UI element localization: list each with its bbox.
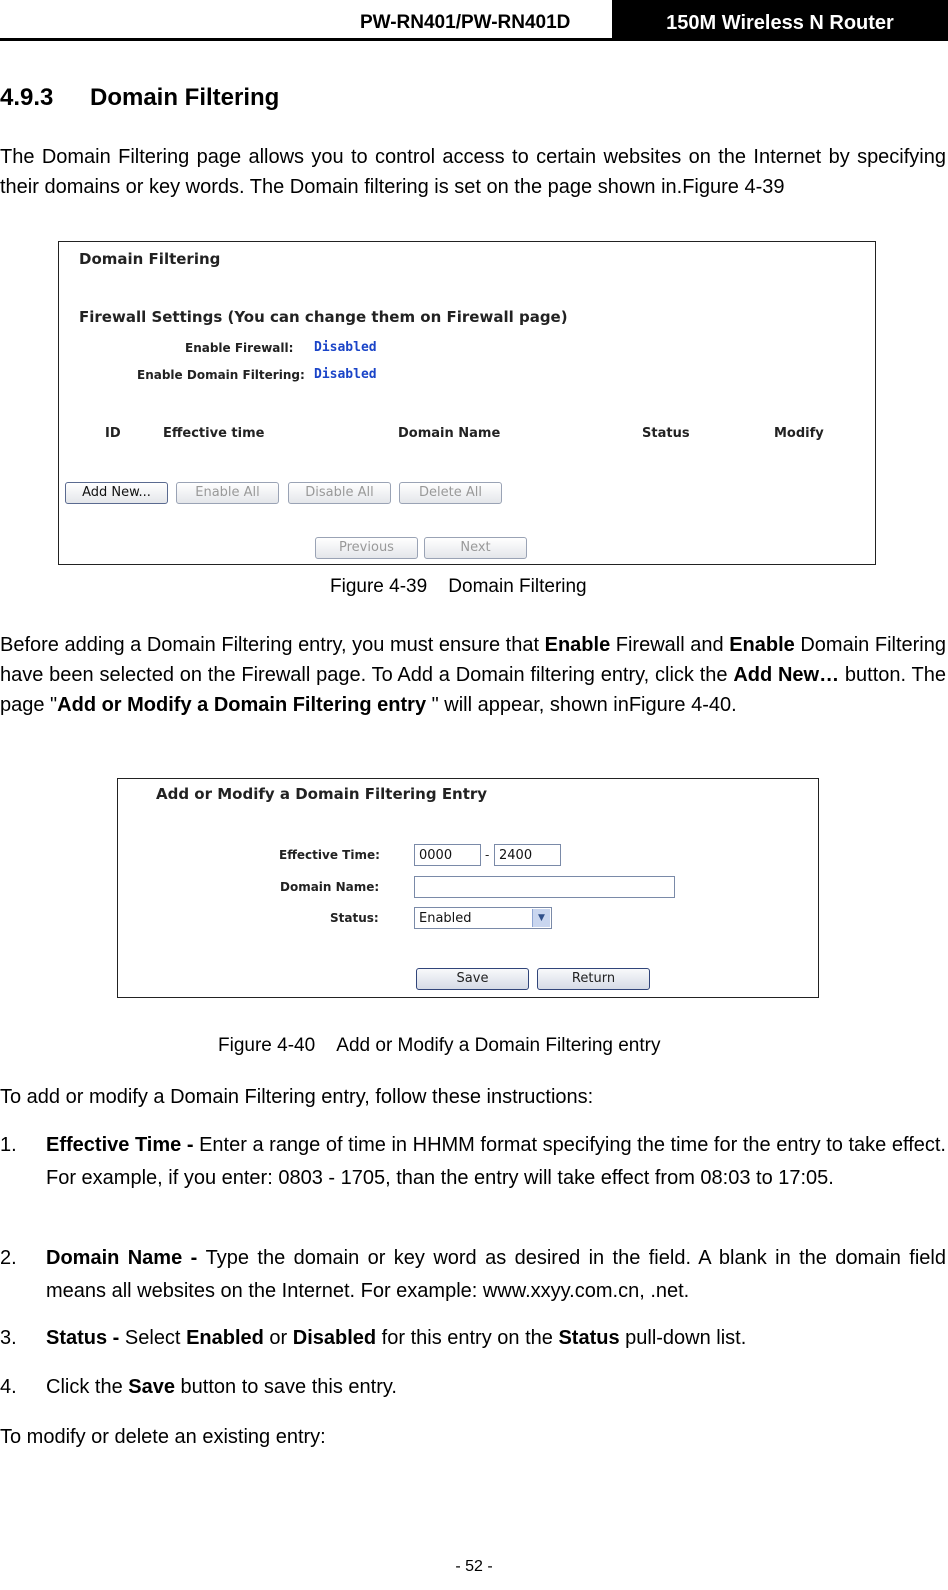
bold-enable: Enable — [544, 634, 611, 656]
figure-add-modify-entry — [117, 778, 819, 998]
figure-39-caption — [330, 576, 587, 598]
bold-add-new: Add New… — [733, 664, 840, 686]
before-adding-paragraph — [0, 630, 946, 720]
instructions-intro: To add or modify a Domain Filtering entry, follow these instructions: — [0, 1086, 594, 1108]
step-bold: Status — [558, 1327, 620, 1349]
list-item — [0, 1129, 946, 1195]
step-text: Enter a range of time in HHMM format specifying the time for the entry to take effect. For example, if you enter: 0803 - 1705, than the entry will take effect from 08:03 to 17:05. — [46, 1134, 946, 1189]
page-header — [0, 0, 948, 40]
time-separator: - — [485, 848, 490, 862]
section-heading — [0, 84, 279, 112]
header-rule — [0, 38, 948, 41]
time-start-input[interactable]: 0000 — [414, 844, 481, 866]
column-modify: Modify — [774, 426, 824, 441]
list-item — [0, 1242, 946, 1308]
list-number: 4. — [0, 1376, 17, 1398]
step-bold: Save — [128, 1376, 175, 1398]
list-number: 2. — [0, 1247, 17, 1269]
header-model: PW-RN401/PW-RN401D — [360, 12, 571, 33]
previous-button[interactable]: Previous — [315, 537, 418, 559]
step-bold: Enabled — [186, 1327, 264, 1349]
save-button[interactable]: Save — [416, 968, 529, 990]
header-product: 150M Wireless N Router — [612, 0, 948, 40]
caption-text: Domain Filtering — [448, 576, 587, 597]
enable-firewall-value: Disabled — [314, 340, 377, 355]
column-id: ID — [105, 426, 121, 441]
status-select[interactable] — [414, 907, 552, 929]
status-select-value: Enabled — [419, 911, 472, 926]
enable-domain-filtering-value: Disabled — [314, 367, 377, 382]
step-text: pull-down list. — [619, 1327, 747, 1349]
text-run: Domain Filtering have been selected on the Firewall page. To Add a Domain filtering entry, click the — [0, 634, 946, 686]
figure-title: Domain Filtering — [79, 250, 221, 268]
caption-number: Figure 4-39 — [330, 576, 428, 597]
step-term: Status - — [46, 1327, 125, 1349]
text-run: " will appear, shown inFigure 4-40. — [426, 694, 737, 716]
bold-enable: Enable — [729, 634, 795, 656]
section-number: 4.9.3 — [0, 84, 54, 111]
column-domain-name: Domain Name — [398, 426, 501, 441]
list-item — [0, 1371, 946, 1404]
enable-all-button[interactable]: Enable All — [176, 482, 279, 504]
bold-page-name: Add or Modify a Domain Filtering entry — [57, 694, 427, 716]
text-run: button. The page " — [0, 664, 946, 716]
intro-paragraph: The Domain Filtering page allows you to control access to certain websites on the Internet by specifying their domains or key words. The Domain filtering is set on the page shown in.Figure 4-39 — [0, 146, 946, 198]
add-new-button[interactable]: Add New... — [65, 482, 168, 504]
step-text: for this entry on the — [376, 1327, 559, 1349]
text-run: Before adding a Domain Filtering entry, you must ensure that — [0, 634, 545, 656]
modify-intro: To modify or delete an existing entry: — [0, 1426, 326, 1448]
chevron-down-icon[interactable]: ▼ — [532, 909, 550, 927]
caption-number: Figure 4-40 — [218, 1035, 316, 1056]
step-bold: Disabled — [292, 1327, 377, 1349]
step-text: Select — [124, 1327, 187, 1349]
caption-text: Add or Modify a Domain Filtering entry — [336, 1035, 661, 1056]
step-text: Type the domain or key word as desired in the field. A blank in the domain field means all websites on the Internet. For example: www.xxyy.com.cn, .net. — [46, 1247, 946, 1302]
disable-all-button[interactable]: Disable All — [288, 482, 391, 504]
step-term: Domain Name - — [46, 1247, 206, 1269]
step-text: button to save this entry. — [174, 1376, 397, 1398]
delete-all-button[interactable]: Delete All — [399, 482, 502, 504]
domain-name-label: Domain Name: — [280, 880, 380, 894]
time-end-input[interactable]: 2400 — [494, 844, 561, 866]
list-item — [0, 1322, 946, 1355]
column-effective-time: Effective time — [163, 426, 265, 441]
page-number: - 52 - — [455, 1558, 493, 1575]
figure-title: Add or Modify a Domain Filtering Entry — [156, 785, 488, 803]
status-label: Status: — [330, 911, 379, 925]
domain-name-input[interactable] — [414, 876, 675, 898]
enable-firewall-label: Enable Firewall: — [185, 341, 294, 355]
step-term: Effective Time - — [46, 1134, 200, 1156]
figure-domain-filtering — [58, 241, 876, 565]
text-run: Firewall and — [610, 634, 730, 656]
firewall-settings-heading: Firewall Settings (You can change them on Firewall page) — [79, 308, 568, 326]
enable-domain-filtering-label: Enable Domain Filtering: — [137, 368, 305, 382]
column-status: Status — [642, 426, 690, 441]
step-text: or — [263, 1327, 293, 1349]
list-number: 1. — [0, 1134, 17, 1156]
step-text: Click the — [46, 1376, 129, 1398]
list-number: 3. — [0, 1327, 17, 1349]
effective-time-label: Effective Time: — [279, 848, 380, 862]
next-button[interactable]: Next — [424, 537, 527, 559]
section-title: Domain Filtering — [90, 84, 280, 111]
return-button[interactable]: Return — [537, 968, 650, 990]
figure-40-caption — [218, 1035, 660, 1057]
